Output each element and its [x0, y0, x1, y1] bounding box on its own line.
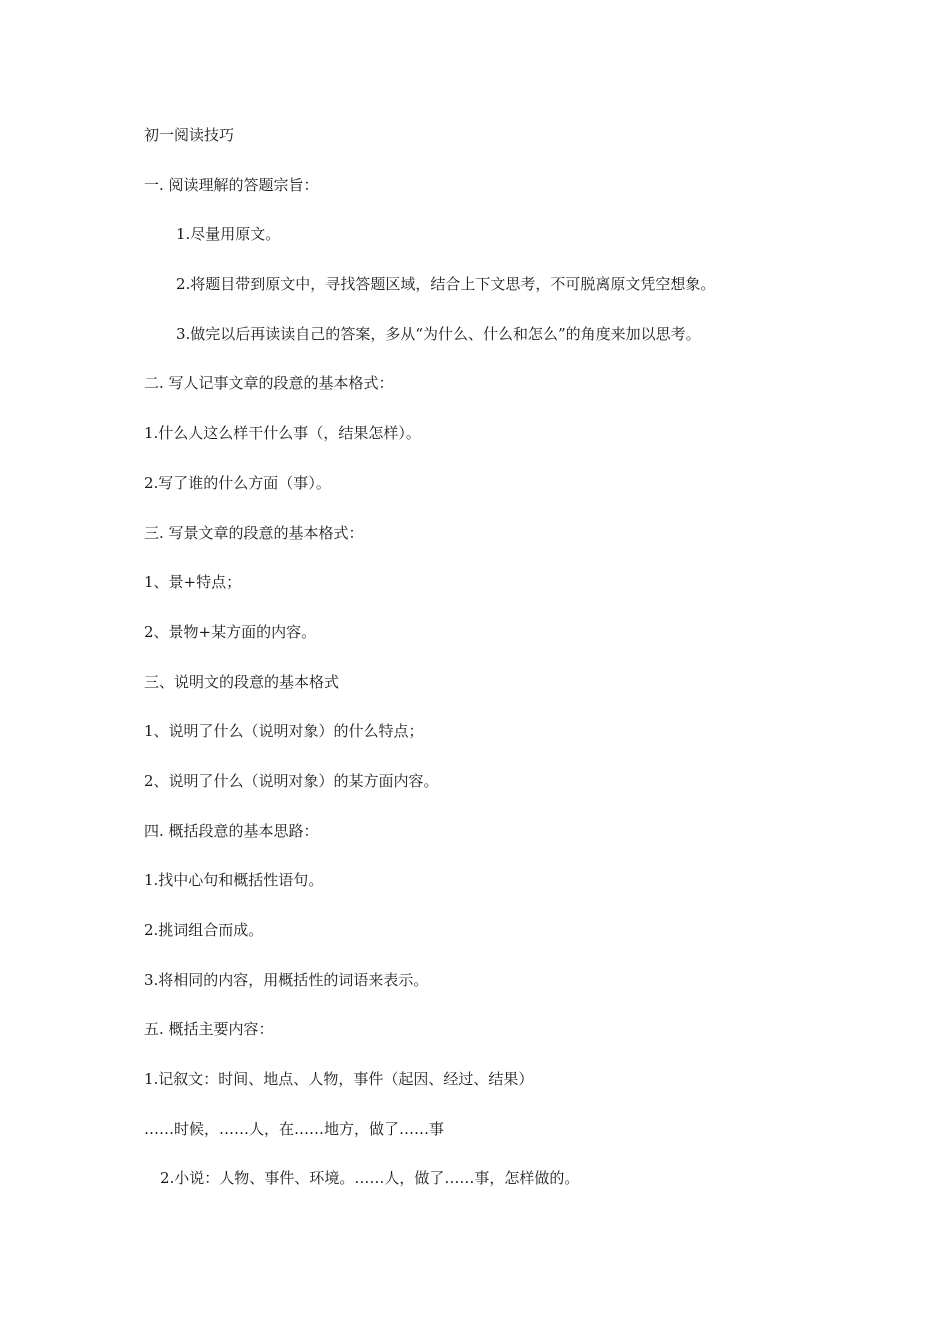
list-item: 2、景物+某方面的内容。 — [144, 622, 317, 641]
list-item: 2、说明了什么（说明对象）的某方面内容。 — [144, 771, 439, 790]
list-item: 1.尽量用原文。 — [176, 225, 281, 244]
list-item: 2.写了谁的什么方面（事）。 — [144, 473, 331, 492]
list-item: 2.将题目带到原文中，寻找答题区域，结合上下文思考，不可脱离原文凭空想象。 — [176, 275, 716, 294]
list-item: 1.记叙文：时间、地点、人物，事件（起因、经过、结果） — [144, 1070, 534, 1089]
section-heading-4: 四. 概括段意的基本思路： — [144, 821, 319, 840]
list-item: 3.将相同的内容，用概括性的词语来表示。 — [144, 970, 429, 989]
section-heading-5: 五. 概括主要内容： — [144, 1020, 274, 1039]
section-heading-2: 二. 写人记事文章的段意的基本格式： — [144, 374, 394, 393]
list-item: 3.做完以后再读读自己的答案，多从“为什么、什么和怎么”的角度来加以思考。 — [176, 324, 701, 343]
list-item: 1、说明了什么（说明对象）的什么特点； — [144, 722, 424, 741]
document-body — [144, 124, 824, 1217]
list-item: 1.什么人这么样干什么事（，结果怎样）。 — [144, 424, 421, 443]
document-title: 初一阅读技巧 — [144, 126, 235, 144]
template-line: ……时候，……人，在……地方，做了……事 — [144, 1119, 445, 1138]
section-heading-3b: 三、说明文的段意的基本格式 — [144, 672, 340, 691]
section-heading-3: 三. 写景文章的段意的基本格式： — [144, 523, 364, 542]
list-item: 1、景+特点； — [144, 573, 242, 592]
list-item: 2.小说：人物、事件、环境。……人，做了……事，怎样做的。 — [160, 1169, 580, 1188]
list-item: 1.找中心句和概括性语句。 — [144, 871, 324, 890]
list-item: 2.挑词组合而成。 — [144, 921, 264, 939]
section-heading-1: 一. 阅读理解的答题宗旨： — [144, 175, 319, 194]
